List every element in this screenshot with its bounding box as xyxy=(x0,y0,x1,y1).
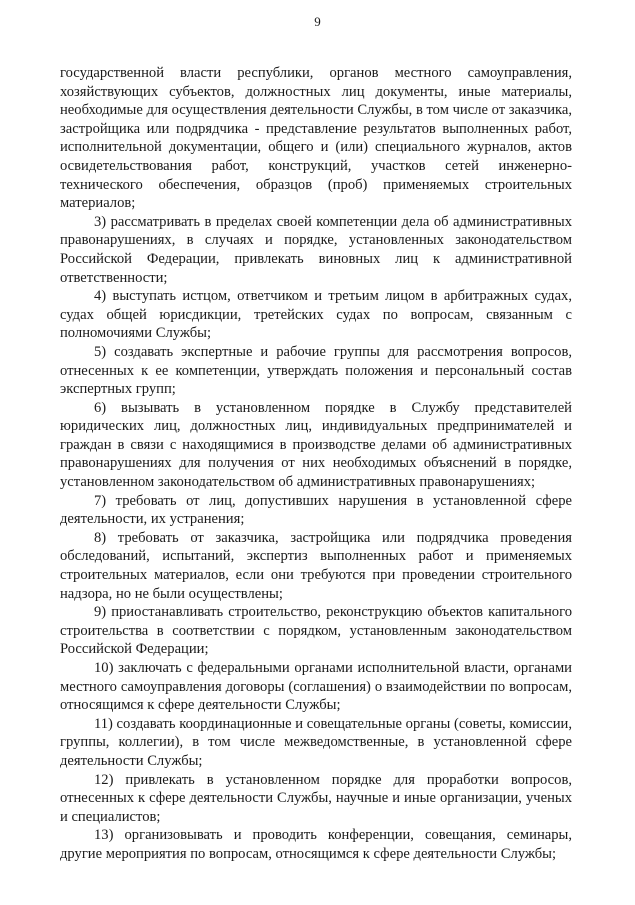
paragraph-item-3: 3) рассматривать в пределах своей компетенции дела об административных правонарушениях, в случаях и порядке, установленных законодательством Российской Федерации, привлекать виновных лиц к административной ответственности; xyxy=(60,213,572,286)
paragraph-continuation: государственной власти республики, органов местного самоуправления, хозяйствующих субъектов, должностных лиц документы, иные материалы, необходимые для осуществления деятельности Службы, в том числе от заказчика, застройщика или подрядчика - представление результатов выполненных работ, исполнительной документации, общего и (или) специального журналов, актов освидетельствования работ, конструкций, участков сетей инженерно-технического обеспечения, образцов (проб) применяемых строительных материалов; xyxy=(60,65,572,212)
paragraph-item-7: 7) требовать от лиц, допустивших нарушения в установленной сфере деятельности, их устранения; xyxy=(60,492,572,528)
paragraph-item-8: 8) требовать от заказчика, застройщика или подрядчика проведения обследований, испытаний, экспертиз выполненных работ и применяемых строительных материалов, если они требуются при проведении строительного надзора, но не были осуществлены; xyxy=(60,529,572,602)
paragraph-item-12: 12) привлекать в установленном порядке для проработки вопросов, отнесенных к сфере деятельности Службы, научные и иные организации, ученых и специалистов; xyxy=(60,771,572,825)
page-number: 9 xyxy=(314,14,321,29)
paragraph-item-11: 11) создавать координационные и совещательные органы (советы, комиссии, группы, коллегии), в том числе межведомственные, в установленной сфере деятельности Службы; xyxy=(60,715,572,769)
paragraph-item-9: 9) приостанавливать строительство, реконструкцию объектов капитального строительства в соответствии с порядком, установленным законодательством Российской Федерации; xyxy=(60,604,572,658)
paragraph-item-5: 5) создавать экспертные и рабочие группы для рассмотрения вопросов, отнесенных к ее компетенции, утверждать положения и персональный состав экспертных групп; xyxy=(60,343,572,398)
paragraph-item-4: 4) выступать истцом, ответчиком и третьим лицом в арбитражных судах, судах общей юрисдикции, третейских судах по вопросам, связанным с полномочиями Службы; xyxy=(60,288,572,342)
paragraph-item-10: 10) заключать с федеральными органами исполнительной власти, органами местного самоуправления договоры (соглашения) о взаимодействии по вопросам, относящимся к сфере деятельности Службы; xyxy=(60,660,572,714)
paragraph-item-6: 6) вызывать в установленном порядке в Службу представителей юридических лиц, должностных лиц, индивидуальных предпринимателей и граждан в связи с находящимися в производстве делами об административных правонарушениях для получения от них необходимых объяснений в порядке, установленном законодательством об административных правонарушениях; xyxy=(60,399,572,491)
document-body xyxy=(60,64,572,864)
paragraph-item-13: 13) организовывать и проводить конференции, совещания, семинары, другие мероприятия по вопросам, относящимся к сфере деятельности Службы; xyxy=(60,827,572,862)
